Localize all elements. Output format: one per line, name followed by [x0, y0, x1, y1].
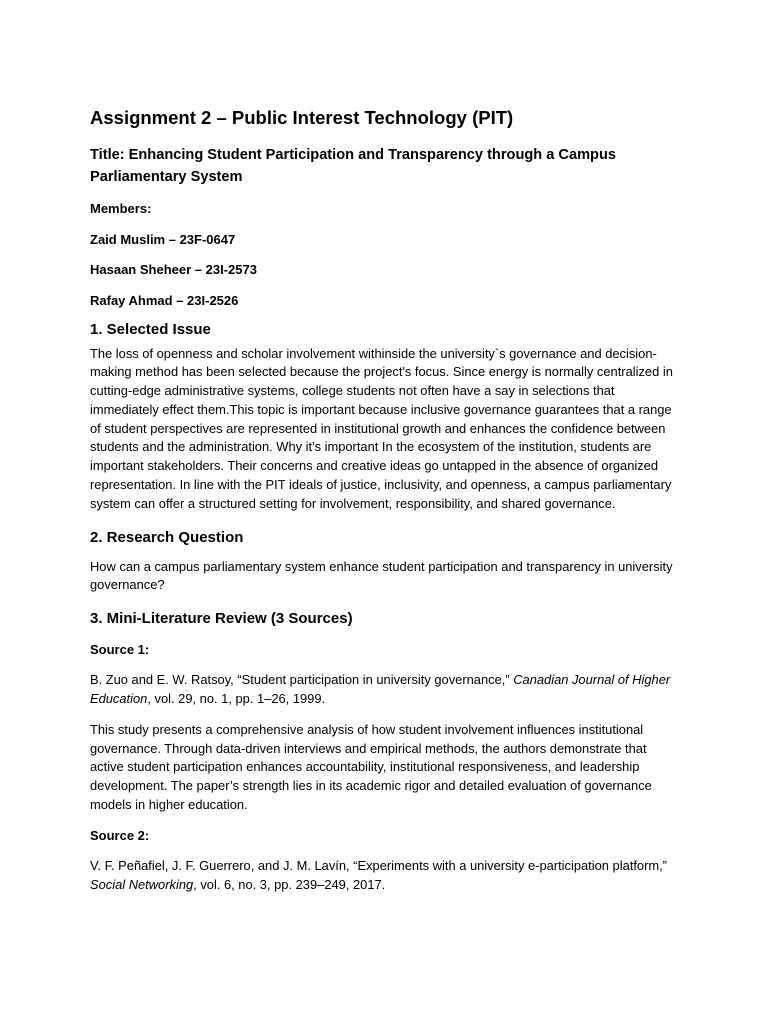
document-subtitle: Title: Enhancing Student Participation and Transparency through a Campus Parliamentary System	[90, 147, 616, 185]
source-2-ref-authors: V. F. Peñafiel, J. F. Guerrero, and J. M. Lavín, “Experiments with a university e-participation platform,”	[90, 857, 667, 873]
document-title: Assignment 2 – Public Interest Technology (PIT)	[90, 107, 514, 128]
source-1-label: Source 1:	[90, 642, 150, 658]
source-1-ref-journal: Canadian Journal of Higher Education	[90, 672, 671, 707]
source-2-reference	[90, 857, 680, 895]
source-1-reference	[90, 671, 680, 709]
source-2-ref-journal: Social Networking	[90, 876, 194, 892]
selected-issue-body: The loss of openness and scholar involvement withinside the university`s governance and decision-making method has been selected because the project's focus. Since energy is normally centralized in cutting-edge administrative systems, college students not often have a say in selections that immediately effect them.This topic is important because inclusive governance guarantees that a range of student perspectives are represented in institutional growth and enhances the confidence between students and the administration. Why it's important In the ecosystem of the institution, students are important stakeholders. Their concerns and creative ideas go untapped in the absence of organized representation. In line with the PIT ideals of justice, inclusivity, and openness, a campus parliamentary system can offer a structured setting for involvement, responsibility, and shared governance.	[90, 345, 673, 511]
source-2-label: Source 2:	[90, 827, 150, 843]
section-heading-research-question: 2. Research Question	[90, 528, 244, 546]
member-item: Hasaan Sheheer – 23I-2573	[90, 262, 257, 277]
source-1-summary: This study presents a comprehensive analysis of how student involvement influences institutional governance. Through data-driven interviews and empirical methods, the authors demonstrate that active student participation enhances accountability, institutional responsiveness, and leadership development. The paper’s strength lies in its academic rigor and detailed evaluation of governance models in higher education.	[90, 721, 652, 813]
source-2-ref-details: , vol. 6, no. 3, pp. 239–249, 2017.	[193, 876, 386, 892]
member-item: Rafay Ahmad – 23I-2526	[90, 292, 239, 308]
source-1-ref-details: , vol. 29, no. 1, pp. 1–26, 1999.	[147, 691, 326, 707]
member-item: Zaid Muslim – 23F-0647	[90, 231, 236, 247]
members-label: Members:	[90, 201, 152, 216]
source-1-ref-authors: B. Zuo and E. W. Ratsoy, “Student participation in university governance,”	[90, 672, 514, 688]
section-heading-selected-issue: 1. Selected Issue	[90, 320, 211, 338]
section-heading-literature-review: 3. Mini-Literature Review (3 Sources)	[90, 610, 353, 628]
research-question-body: How can a campus parliamentary system enhance student participation and transparency in university governance?	[90, 558, 673, 593]
